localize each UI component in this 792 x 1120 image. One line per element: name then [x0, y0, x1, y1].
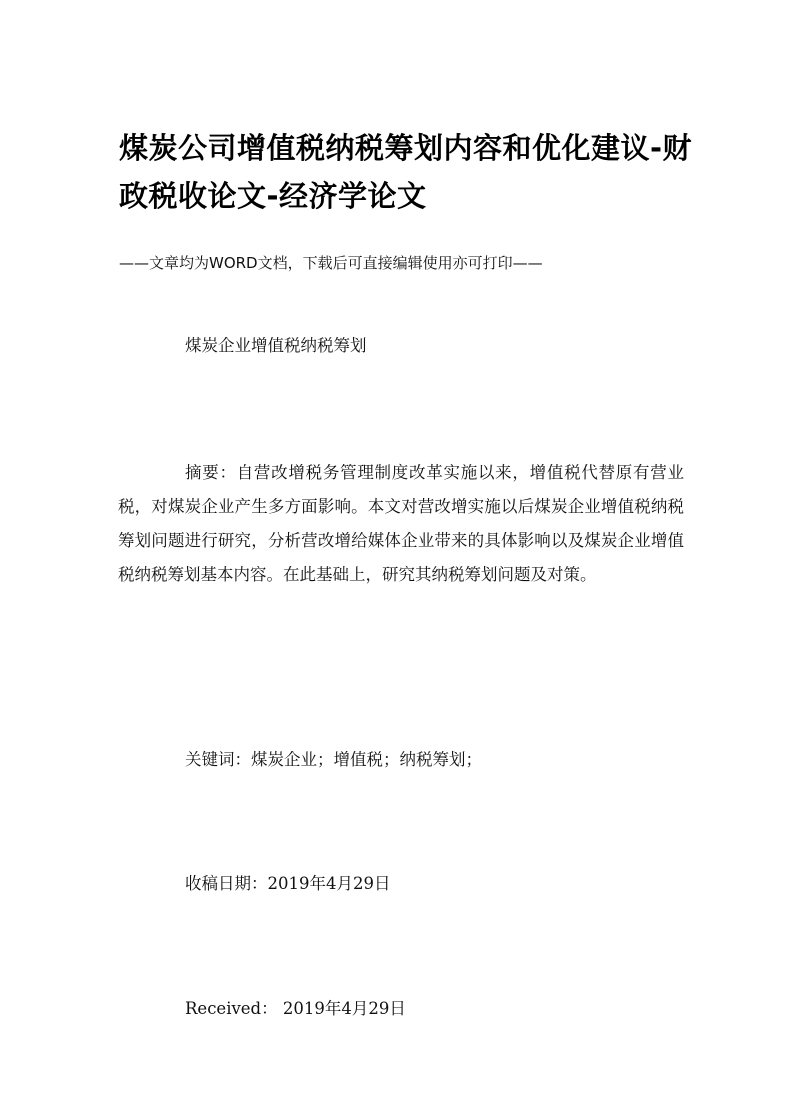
keywords-line: 关键词：煤炭企业；增值税；纳税筹划； [185, 750, 482, 769]
document-title: 煤炭公司增值税纳税筹划内容和优化建议-财政税收论文-经济学论文 [119, 131, 693, 213]
article-heading: 煤炭企业增值税纳税筹划 [185, 336, 367, 355]
received-date-chinese: 收稿日期：2019年4月29日 [185, 874, 391, 893]
abstract-paragraph: 摘要：自营改增税务管理制度改革实施以来，增值税代替原有营业税，对煤炭企业产生多方面影响。本文对营改增实施以后煤炭企业增值税纳税筹划问题进行研究，分析营改增给媒体企业带来的具体影响以及煤炭企业增值税纳税筹划基本内容。在此基础上，研究其纳税筹划问题及对策。 [118, 463, 684, 584]
document-subtitle: ——文章均为WORD文档，下载后可直接编辑使用亦可打印—— [119, 254, 543, 272]
received-date-english: Received： 2019年4月29日 [185, 999, 406, 1018]
